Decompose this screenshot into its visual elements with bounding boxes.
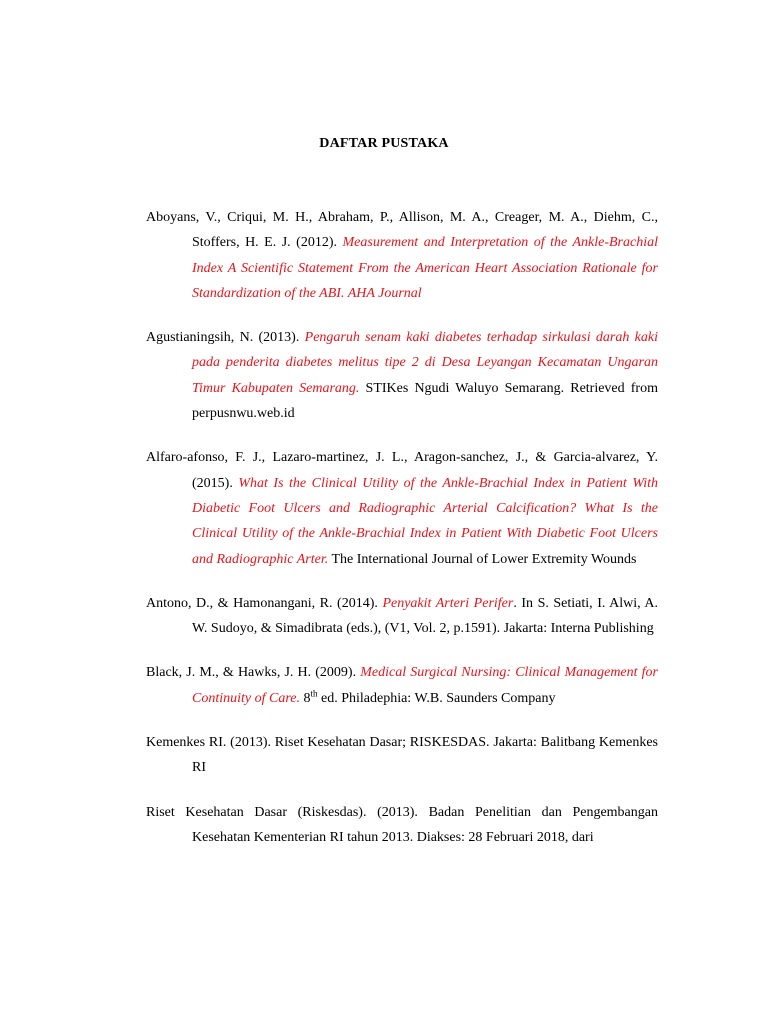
reference-kemenkes [146,730,658,781]
reference-antono [146,591,658,642]
reference-black [146,660,658,711]
reference-journal: The International Journal of Lower Extremity Wounds [331,551,637,567]
reference-authors: Antono, D., & Hamonangani, R. (2014). [146,595,378,611]
reference-authors: Alfaro-afonso, F. J., Lazaro-martinez, J. L., Aragon-sanchez, J., & Garcia-alvarez, Y. (2015). [146,450,658,491]
reference-edition-suffix: th [310,688,318,699]
reference-title: What Is the Clinical Utility of the Ankle-Brachial Index in Patient With Diabetic Foot Ulcers and Radiographic Arterial Calcification? What Is the Clinical Utility of the Ankle-Brachial Index in Patient With Diabetic Foot Ulcers and Radiographic Arter. [192,475,658,567]
reference-authors: Aboyans, V., Criqui, M. H., Abraham, P., Allison, M. A., Creager, M. A., Diehm, C., Stoffers, H. E. J. (2012). [146,210,658,251]
reference-publisher: ed. Philadephia: W.B. Saunders Company [321,690,556,706]
reference-list [146,205,658,869]
reference-publisher: STIKes Ngudi Waluyo Semarang. Retrieved from perpusnwu.web.id [192,380,658,422]
reference-edition: 8 [303,690,311,706]
reference-riskesdas [146,800,658,851]
reference-text: Riset Kesehatan Dasar (Riskesdas). (2013). Badan Penelitian dan Pengembangan Kesehatan Kementerian RI tahun 2013. Diakses: 28 Februari 2018, dari [146,804,658,845]
page-title: DAFTAR PUSTAKA [319,136,449,151]
reference-title: Medical Surgical Nursing: Clinical Management for Continuity of Care. [192,665,659,706]
reference-authors: Black, J. M., & Hawks, J. H. (2009). [146,665,357,681]
reference-agustianingsih [146,325,658,426]
reference-title: Measurement and Interpretation of the Ankle-Brachial Index A Scientific Statement From the American Heart Association Rationale for Standardization of the ABI. AHA Journal [192,235,658,301]
reference-title: Pengaruh senam kaki diabetes terhadap sirkulasi darah kaki pada penderita diabetes melitus tipe 2 di Desa Leyangan Kecamatan Ungaran Timur Kabupaten Semarang. [192,330,659,396]
reference-publisher: . In S. Setiati, I. Alwi, A. W. Sudoyo, & Simadibrata (eds.), (V1, Vol. 2, p.1591). Jakarta: Interna Publishing [192,595,658,637]
reference-text: Kemenkes RI. (2013). Riset Kesehatan Dasar; RISKESDAS. Jakarta: Balitbang Kemenkes RI [146,735,658,776]
reference-alfaro [146,445,658,571]
reference-title: Penyakit Arteri Perifer [382,595,514,611]
reference-aboyans [146,205,658,306]
reference-authors: Agustianingsih, N. (2013). [146,330,300,346]
